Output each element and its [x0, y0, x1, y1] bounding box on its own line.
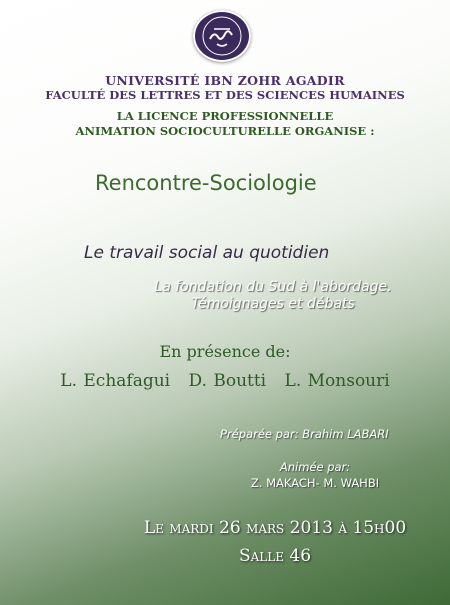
- event-type: Rencontre-Sociologie: [95, 171, 317, 195]
- event-date: Le mardi 26 mars 2013 à 15h00: [143, 518, 407, 538]
- subtitle-line-1: La fondation du Sud à l'abordage.: [154, 279, 392, 295]
- guest-list: [0, 371, 450, 391]
- animated-label: Animée par:: [279, 460, 351, 474]
- animators: Z. MAKACH- M. WAHBI: [250, 476, 380, 490]
- licence-title: LA LICENCE PROFESSIONNELLE: [116, 109, 334, 123]
- university-name: UNIVERSITÉ IBN ZOHR AGADIR: [105, 73, 345, 88]
- guest-name: L. Echafagui: [60, 371, 171, 391]
- presence-label: En présence de:: [159, 342, 291, 361]
- event-subtitle: [108, 279, 438, 313]
- event-title: Le travail social au quotidien: [84, 243, 330, 263]
- prepared-by: Préparée par: Brahim LABARI: [220, 427, 389, 441]
- subtitle-line-2: Témoignages et débats: [191, 296, 355, 312]
- guest-name: D. Boutti: [188, 371, 267, 391]
- guest-name: L. Monsouri: [284, 371, 390, 391]
- program-title: ANIMATION SOCIOCULTURELLE ORGANISE :: [75, 124, 375, 138]
- faculty-name: FACULTÉ DES LETTRES ET DES SCIENCES HUMAINES: [45, 88, 405, 102]
- event-room: Salle 46: [238, 546, 312, 566]
- university-logo-icon: [193, 10, 251, 62]
